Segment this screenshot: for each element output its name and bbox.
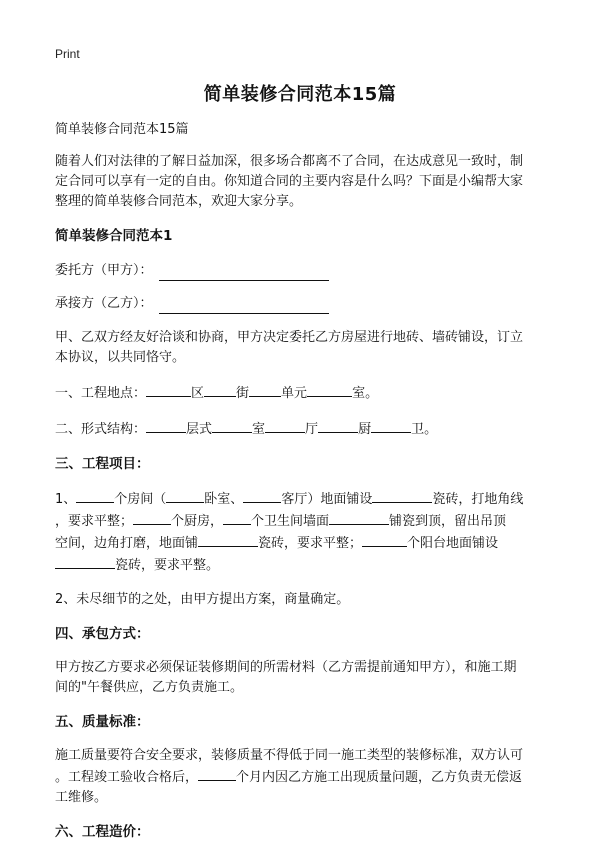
- blank: [372, 488, 432, 503]
- document-body: [55, 120, 550, 842]
- blank: [198, 766, 236, 781]
- blank: [146, 382, 191, 397]
- text: 卧室、: [204, 492, 244, 507]
- blank: [371, 418, 411, 433]
- para-line: [55, 488, 550, 510]
- text: 。工程竣工验收合格后，: [55, 770, 199, 785]
- section-heading: 三、工程项目：: [55, 456, 150, 472]
- blank: [362, 532, 407, 547]
- project-location: [55, 382, 550, 404]
- blank: [265, 418, 305, 433]
- blank: [318, 418, 358, 433]
- blank: [198, 532, 258, 547]
- text: 一、工程地点：: [55, 386, 147, 401]
- agreement-paragraph: [55, 328, 550, 368]
- blank: [307, 382, 352, 397]
- contract-method-paragraph: [55, 658, 550, 698]
- section-heading: 六、工程造价：: [55, 824, 150, 840]
- intro-line: 随着人们对法律的了解日益加深，很多场合都离不了合同，在达成意见一致时，制: [55, 154, 524, 169]
- para-line: [55, 554, 550, 576]
- text: 铺瓷到顶，留出吊顶: [389, 514, 507, 529]
- party-b-blank: [159, 299, 329, 314]
- project-item-2: 2、未尽细节的之处，由甲方提出方案，商量确定。: [55, 592, 350, 607]
- blank: [212, 418, 252, 433]
- para-line: [55, 510, 550, 532]
- text: 二、形式结构：: [55, 422, 147, 437]
- subtitle: 简单装修合同范本15篇: [55, 122, 189, 137]
- project-items-paragraph: [55, 488, 550, 576]
- blank: [204, 382, 236, 397]
- text: 瓷砖，打地角线: [432, 492, 524, 507]
- para-line: 施工质量要符合安全要求，装修质量不得低于同一施工类型的装修标准，双方认可: [55, 748, 524, 763]
- intro-paragraph: [55, 152, 550, 212]
- text: 瓷砖，要求平整。: [115, 558, 220, 573]
- blank: [133, 510, 171, 525]
- page-title: 简单装修合同范本15篇: [203, 84, 397, 105]
- text: 个卫生间墙面: [251, 514, 330, 529]
- blank: [76, 488, 114, 503]
- text: 室。: [352, 386, 379, 401]
- print-link[interactable]: Print: [55, 47, 80, 61]
- text: 瓷砖，要求平整；: [258, 536, 363, 551]
- para-line: 工维修。: [55, 790, 108, 805]
- blank: [249, 382, 281, 397]
- section-heading: 简单装修合同范本1: [55, 228, 173, 244]
- blank: [243, 488, 281, 503]
- agreement-line: 甲、乙双方经友好洽谈和协商，甲方决定委托乙方房屋进行地砖、墙砖铺设，订立: [55, 330, 524, 345]
- para-line: 间的"午餐供应，乙方负责施工。: [55, 680, 243, 695]
- text: 1、: [55, 492, 77, 507]
- para-line: [55, 766, 550, 788]
- text: 室: [252, 422, 266, 437]
- party-a-label: 委托方（甲方）：: [55, 263, 153, 278]
- text: 街: [236, 386, 250, 401]
- section-heading: 四、承包方式：: [55, 626, 150, 642]
- text: 空间，边角打磨，地面铺: [55, 536, 199, 551]
- quality-paragraph: [55, 746, 550, 808]
- blank: [146, 418, 186, 433]
- party-b-label: 承接方（乙方）：: [55, 296, 153, 311]
- para-line: 甲方按乙方要求必须保证装修期间的所需材料（乙方需提前通知甲方），和施工期: [55, 660, 517, 675]
- text: 厨: [358, 422, 372, 437]
- text: 厅: [305, 422, 319, 437]
- text: 单元: [281, 386, 308, 401]
- text: 个厨房，: [171, 514, 224, 529]
- blank: [223, 510, 251, 525]
- text: 个阳台地面铺设: [407, 536, 499, 551]
- text: 个月内因乙方施工出现质量问题，乙方负责无偿返: [236, 770, 523, 785]
- text: 个房间（: [114, 492, 167, 507]
- section-heading: 五、质量标准：: [55, 714, 150, 730]
- text: 卫。: [411, 422, 438, 437]
- blank: [329, 510, 389, 525]
- text: 层式: [186, 422, 213, 437]
- intro-line: 定合同可以享有一定的自由。你知道合同的主要内容是什么吗？下面是小编帮大家: [55, 174, 524, 189]
- party-b-row: [55, 294, 550, 314]
- party-a-row: [55, 261, 550, 281]
- text: ，要求平整；: [55, 514, 134, 529]
- text: 客厅）地面铺设: [281, 492, 373, 507]
- text: 区: [191, 386, 205, 401]
- intro-line: 整理的简单装修合同范本，欢迎大家分享。: [55, 194, 303, 209]
- party-a-blank: [159, 266, 329, 281]
- para-line: [55, 532, 550, 554]
- blank: [166, 488, 204, 503]
- structure-form: [55, 418, 550, 440]
- agreement-line: 本协议，以共同恪守。: [55, 350, 186, 365]
- blank: [55, 554, 115, 569]
